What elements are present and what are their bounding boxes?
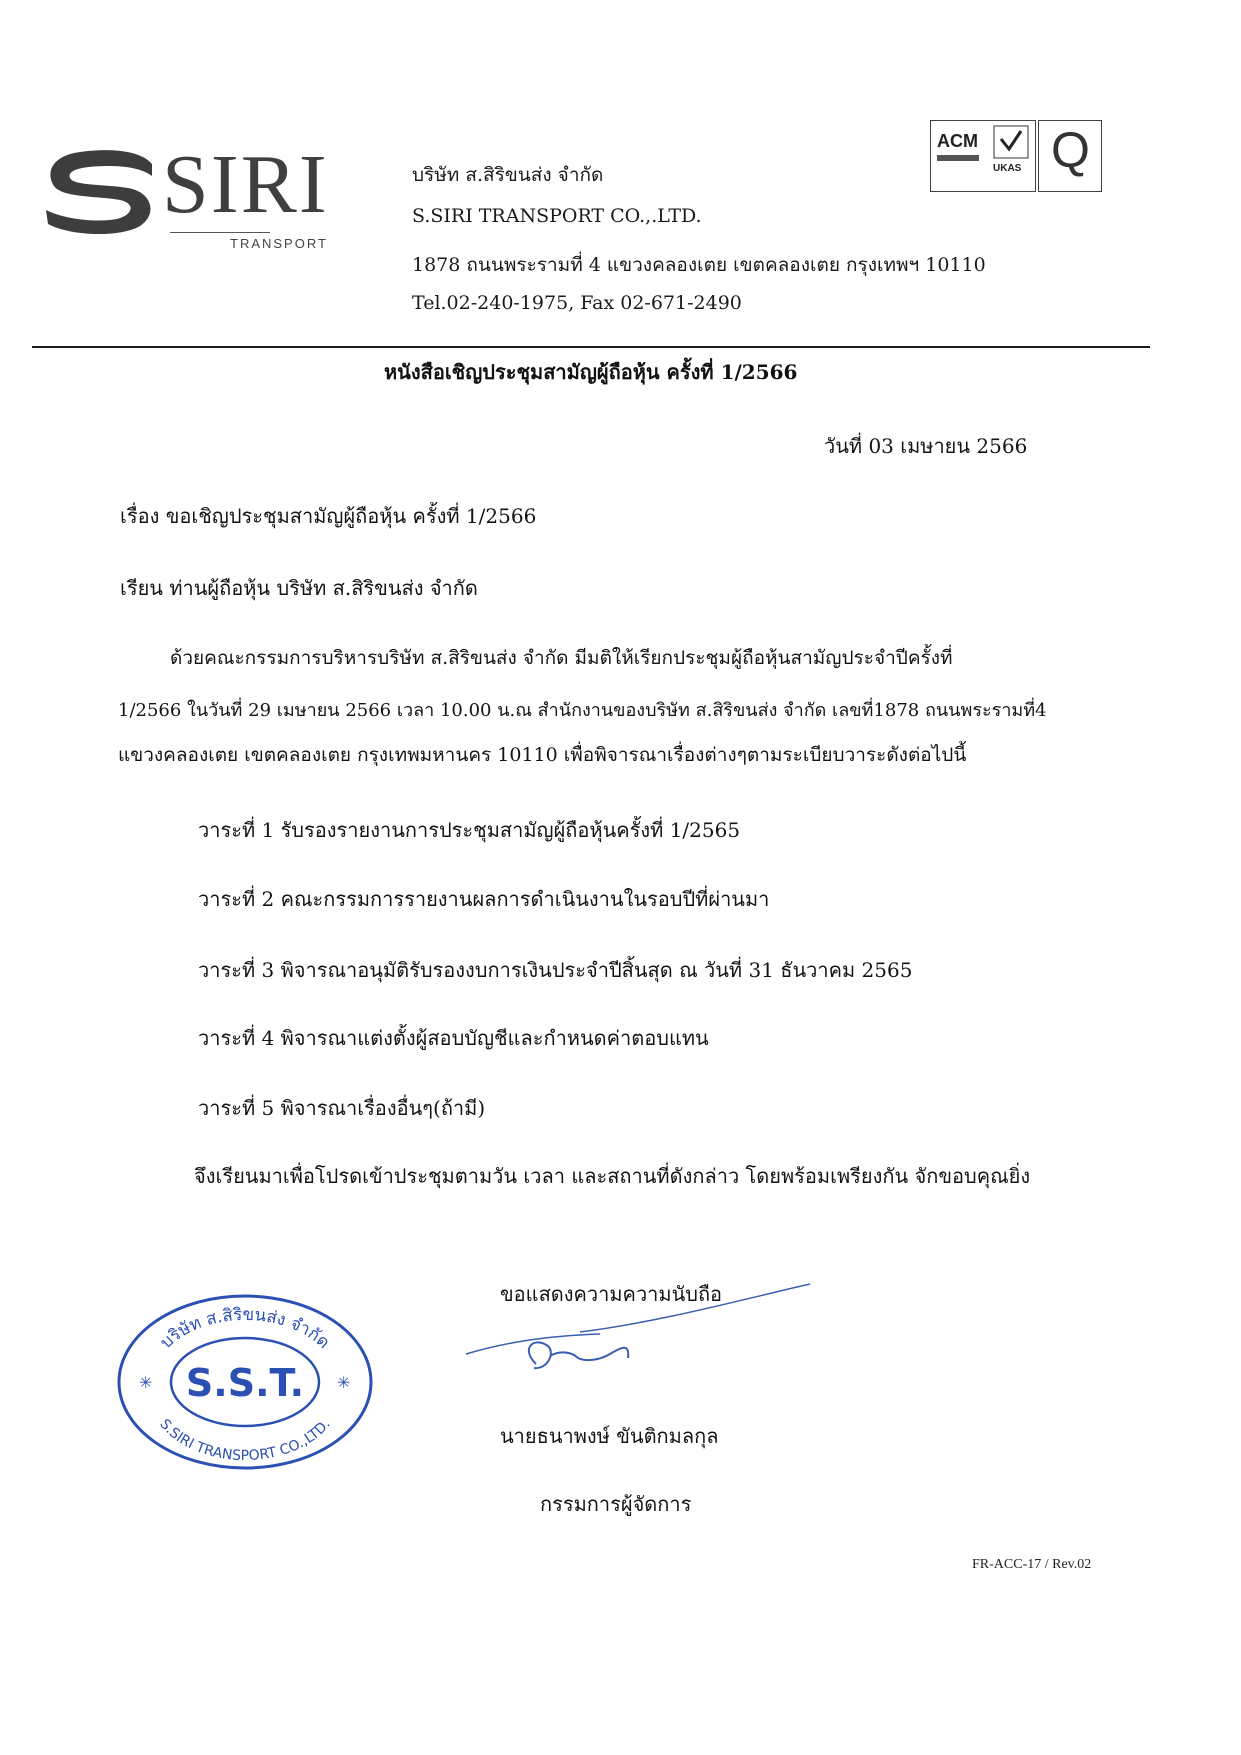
form-code: FR-ACC-17 / Rev.02 [972,1557,1092,1572]
ukas-label: UKAS [993,163,1022,174]
letter-recipient: เรียน ท่านผู้ถือหุ้น บริษัท ส.สิริขนส่ง จำกัด [120,576,478,600]
q-mark-badge [1038,120,1102,192]
letter-date: วันที่ 03 เมษายน 2566 [824,434,1028,458]
logo-underline [170,232,270,233]
q-label: Q [1051,122,1090,178]
signatory-name: นายธนาพงษ์ ขันติกมลกุล [500,1424,719,1448]
seal-top-text: บริษัท ส.สิริขนส่ง จำกัด [156,1304,334,1353]
seal-bottom-text: S.SIRI TRANSPORT CO.,LTD. [156,1416,334,1465]
agenda-item-1: วาระที่ 1 รับรองรายงานการประชุมสามัญผู้ถือหุ้นครั้งที่ 1/2565 [198,818,741,842]
seal-ring-icon [115,1290,375,1470]
company-contact: Tel.02-240-1975, Fax 02-671-2490 [412,292,742,314]
body-line-2: 1/2566 ในวันที่ 29 เมษายน 2566 เวลา 10.00 น.ณ สำนักงานของบริษัท ส.สิริขนส่ง จำกัด เลขที่1878 ถนนพระรามที่4 [118,700,1047,721]
company-name-en: S.SIRI TRANSPORT CO.,.LTD. [412,205,702,227]
seal-star-right-icon: ✳ [337,1373,351,1392]
logo-tagline: TRANSPORT [230,236,328,251]
agenda-item-3: วาระที่ 3 พิจารณาอนุมัติรับรองงบการเงินประจำปีสิ้นสุด ณ วันที่ 31 ธันวาคม 2565 [198,958,913,982]
company-address: 1878 ถนนพระรามที่ 4 แขวงคลองเตย เขตคลองเตย กรุงเทพฯ 10110 [412,254,986,276]
letter-subject: เรื่อง ขอเชิญประชุมสามัญผู้ถือหุ้น ครั้งที่ 1/2566 [120,504,537,528]
agenda-item-2: วาระที่ 2 คณะกรรมการรายงานผลการดำเนินงานในรอบปีที่ผ่านมา [198,887,770,911]
body-line-1: ด้วยคณะกรรมการบริหารบริษัท ส.สิริขนส่ง จำกัด มีมติให้เรียกประชุมผู้ถือหุ้นสามัญประจำปีครั้งที่ [170,647,953,669]
agenda-item-4: วาระที่ 4 พิจารณาแต่งตั้งผู้สอบบัญชีและกำหนดค่าตอบแทน [198,1026,709,1050]
company-seal [115,1290,375,1470]
s-swoosh-icon [40,144,160,244]
svg-text:บริษัท ส.สิริขนส่ง จำกัด [156,1305,333,1353]
logo-wordmark: SIRI [162,138,329,231]
check-crown-icon [993,125,1029,159]
body-line-3: แขวงคลองเตย เขตคลองเตย กรุงเทพมหานคร 10110 เพื่อพิจารณาเรื่องต่างๆตามระเบียบวาระดังต่อไปนี้ [118,744,967,766]
company-name-th: บริษัท ส.สิริขนส่ง จำกัด [412,164,604,186]
signature-image [460,1270,820,1380]
seal-center-text: S.S.T. [185,1361,305,1405]
agenda-item-5: วาระที่ 5 พิจารณาเรื่องอื่นๆ(ถ้ามี) [198,1096,486,1120]
signoff: ขอแสดงความความนับถือ [500,1282,723,1306]
closing-text: จึงเรียนมาเพื่อโปรดเข้าประชุมตามวัน เวลา และสถานที่ดังกล่าว โดยพร้อมเพรียงกัน จักขอบคุณยิ่ง [194,1164,1031,1188]
company-logo [40,140,360,260]
acm-ukas-badge [930,120,1036,192]
acm-label: ACM [937,131,978,151]
letter-title: หนังสือเชิญประชุมสามัญผู้ถือหุ้น ครั้งที่ 1/2566 [384,360,798,384]
header-divider [32,346,1150,348]
acm-bar [937,155,979,161]
signatory-position: กรรมการผู้จัดการ [540,1492,692,1516]
seal-star-left-icon: ✳ [139,1373,153,1392]
certification-badges [930,120,1105,192]
